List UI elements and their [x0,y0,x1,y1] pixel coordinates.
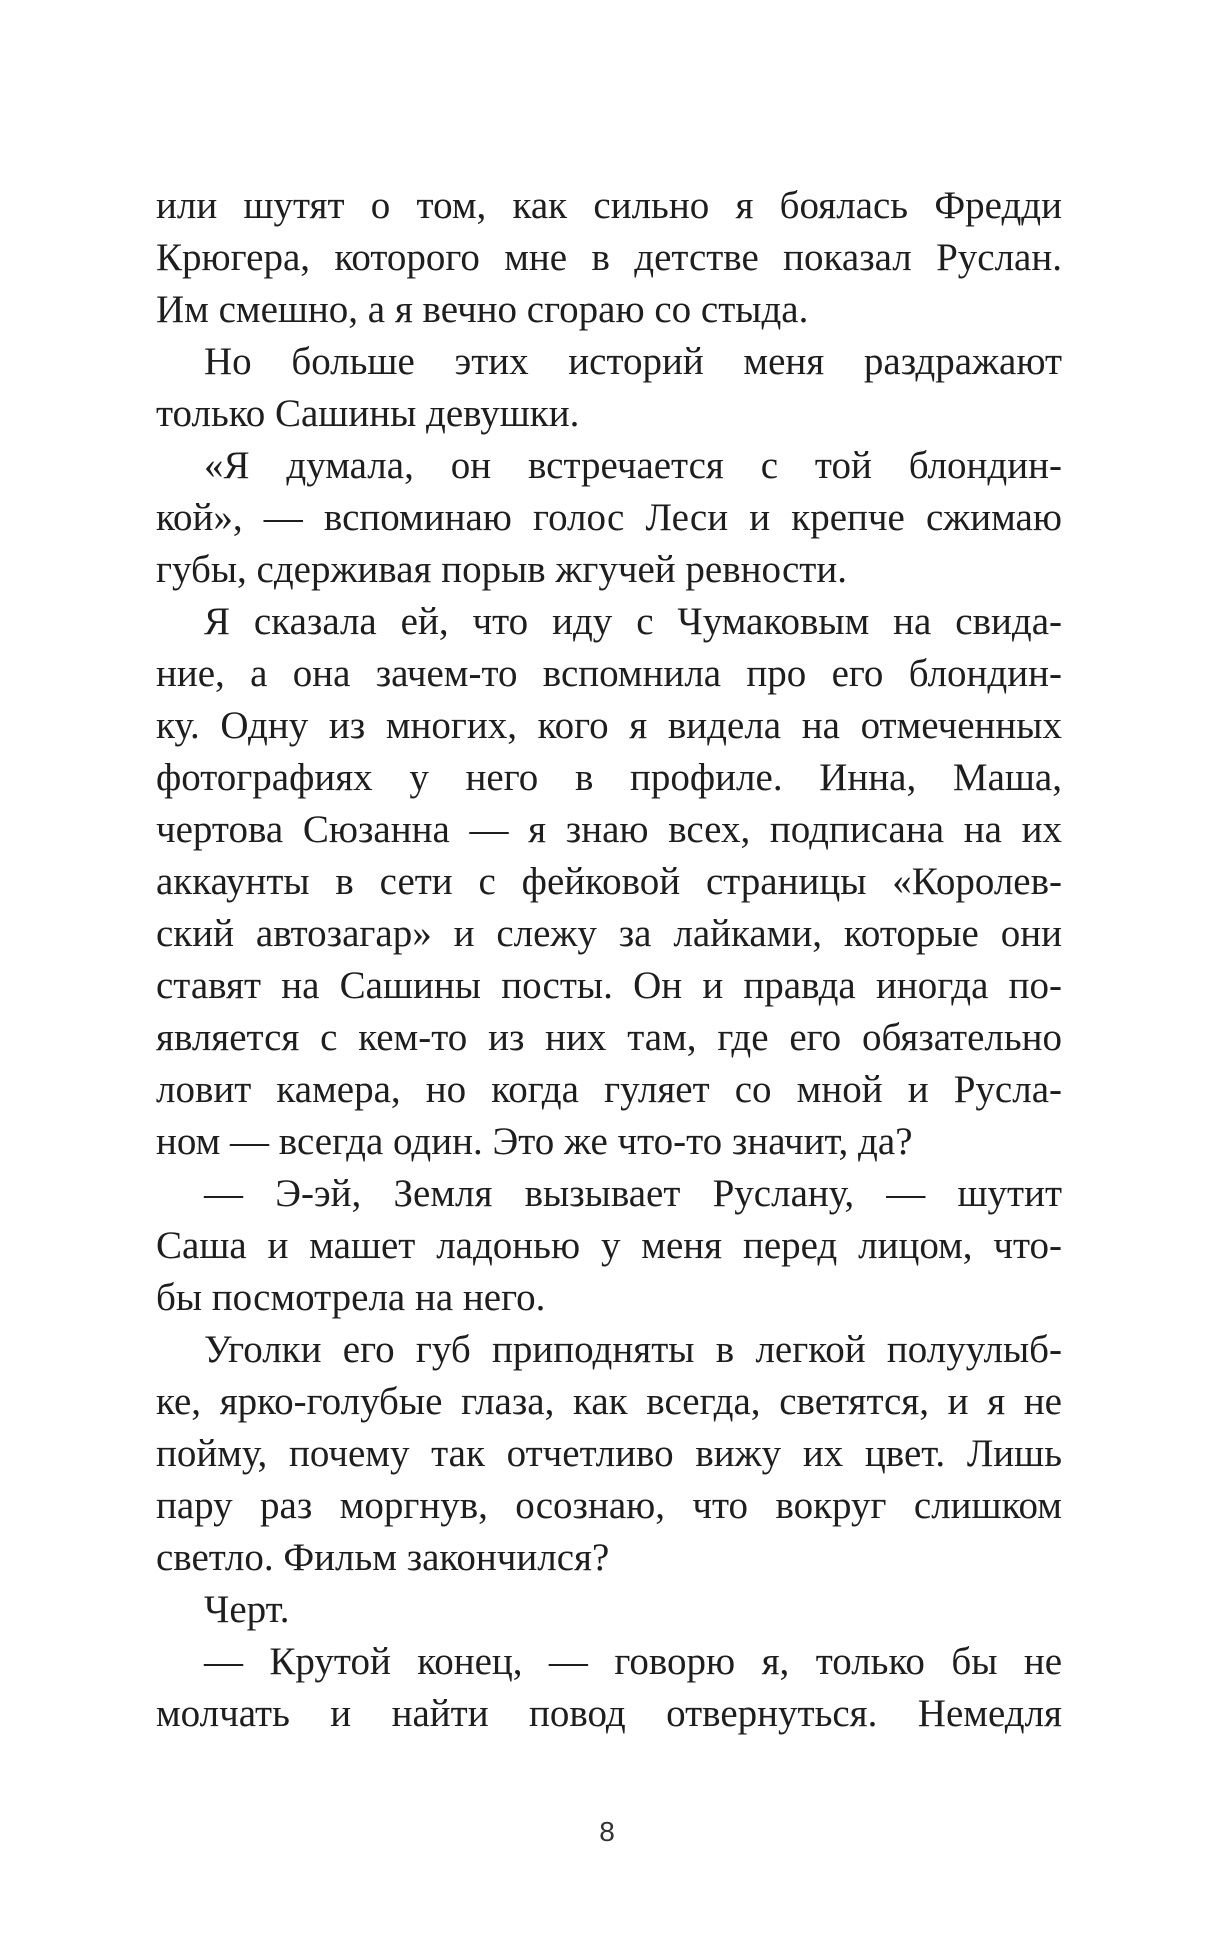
text-line: бы посмотрела на него. [156,1276,546,1319]
text-line: Уголки его губ приподняты в легкой полуулыб- [204,1328,1062,1371]
text-line: молчать и найти повод отвернуться. Немедля [156,1692,1062,1735]
text-line: ловит камера, но когда гуляет со мной и Русла- [156,1068,1062,1111]
text-line: ский автозагар» и слежу за лайками, которые они [156,912,1062,955]
text-line: кой», — вспоминаю голос Леси и крепче сжимаю [156,496,1062,539]
text-line: ку. Одну из многих, кого я видела на отмеченных [156,704,1062,747]
text-line: чертова Сюзанна — я знаю всех, подписана на их [156,808,1062,851]
text-line: ние, а она зачем-то вспомнила про его блондин- [156,652,1062,695]
body-text [156,180,1062,1740]
text-line: пару раз моргнув, осознаю, что вокруг слишком [156,1484,1062,1527]
text-line: — Э-эй, Земля вызывает Руслану, — шутит [204,1172,1062,1215]
text-line: Им смешно, а я вечно сгораю со стыда. [156,288,809,331]
text-line: Крюгера, которого мне в детстве показал Руслан. [156,236,1062,279]
text-line: светло. Фильм закончился? [156,1536,610,1579]
text-line: ном — всегда один. Это же что-то значит, да? [156,1120,913,1163]
text-line: только Сашины девушки. [156,392,580,435]
text-line: «Я думала, он встречается с той блондин- [204,444,1062,487]
text-line: губы, сдерживая порыв жгучей ревности. [156,548,847,591]
text-line: — Крутой конец, — говорю я, только бы не [204,1640,1062,1683]
text-line: Черт. [204,1588,290,1631]
text-line: ставят на Сашины посты. Он и правда иногда по- [156,964,1062,1007]
text-line: Я сказала ей, что иду с Чумаковым на свида- [204,600,1062,643]
page-number: 8 [599,1816,615,1847]
text-line: Саша и машет ладонью у меня перед лицом, что- [156,1224,1062,1267]
text-line: является с кем-то из них там, где его обязательно [156,1016,1062,1059]
text-line: ке, ярко-голубые глаза, как всегда, светятся, и я не [156,1380,1062,1423]
text-line: Но больше этих историй меня раздражают [204,340,1062,383]
text-line: пойму, почему так отчетливо вижу их цвет. Лишь [156,1432,1062,1475]
text-line: или шутят о том, как сильно я боялась Фредди [156,184,1062,227]
text-line: фотографиях у него в профиле. Инна, Маша, [156,756,1062,799]
text-line: аккаунты в сети с фейковой страницы «Королев- [156,860,1062,903]
